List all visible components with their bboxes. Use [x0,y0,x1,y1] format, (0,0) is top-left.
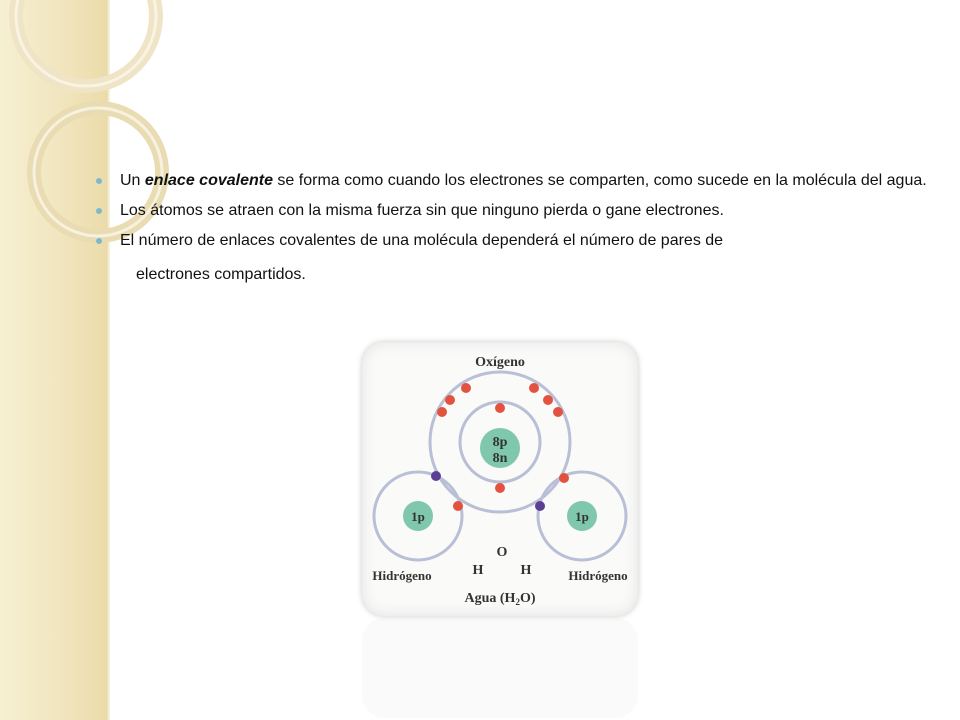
figure-reflection [362,618,638,718]
bullet-3-text: El número de enlaces covalentes de una molécula dependerá el número de pares de [120,232,724,249]
formula-oxygen: O [496,545,508,560]
caption-main: Agua (H [464,591,516,606]
electron [495,403,505,413]
water-molecule-diagram [362,342,638,616]
bullet-1-emphasis: enlace covalente [144,172,273,189]
electron [453,501,463,511]
electron [495,483,505,493]
electron [559,473,569,483]
reflection-backdrop [362,618,638,718]
formula-hydrogen-right: H [520,563,532,578]
figure-caption [464,591,535,607]
formula-hydrogen-left: H [472,563,484,578]
hydrogen-right-label: Hidrógeno [568,568,628,583]
bullet-item-2 [92,200,934,222]
bullet-item-3 [92,230,934,252]
water-molecule-figure [362,342,638,616]
slide-content [92,170,934,286]
bullet-dot [96,208,102,214]
bullet-dot [96,178,102,184]
reflection-graphic [362,618,638,718]
nucleus-protons-label: 8p [492,435,508,450]
bullet-item-1 [92,170,934,192]
nucleus-neutrons-label: 8n [492,451,508,466]
bullet-dot [96,238,102,244]
bullet-2-text: Los átomos se atraen con la misma fuerza sin que ninguno pierda o gane electrones. [120,202,724,219]
electron [437,407,447,417]
hydrogen-left-electron [431,471,441,481]
electron [543,395,553,405]
bullet-1-suffix: se forma como cuando los electrones se comparten, como sucede en la molécula del agua. [272,172,927,189]
bullet-3-continuation: electrones compartidos. [136,266,306,283]
electron [553,407,563,417]
hydrogen-left-nucleus-label: 1p [411,509,425,524]
oxygen-label: Oxígeno [475,355,525,370]
bullet-1-prefix: Un [120,172,145,189]
electron [461,383,471,393]
hydrogen-right-nucleus-label: 1p [575,509,589,524]
caption-subscript: 2 [515,597,520,607]
hydrogen-left-label: Hidrógeno [372,568,432,583]
caption-end: O) [519,591,536,606]
hydrogen-right-electron [535,501,545,511]
electron [445,395,455,405]
electron [529,383,539,393]
